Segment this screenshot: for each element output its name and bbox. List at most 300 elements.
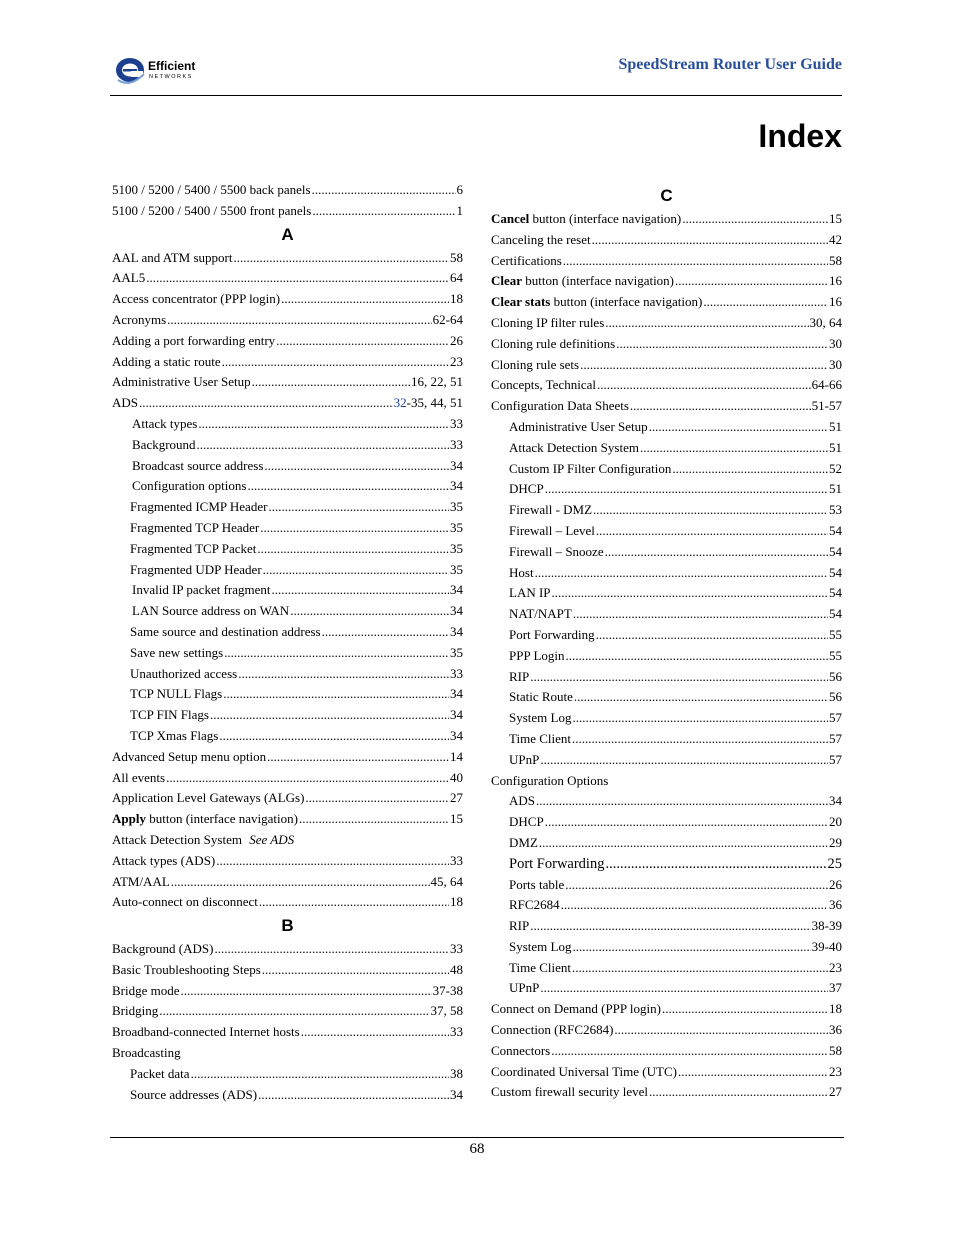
entry-label (112, 201, 311, 222)
entry-label-text: ATM/AAL (112, 873, 170, 889)
entry-label (132, 601, 289, 622)
index-entry (491, 271, 842, 292)
entry-label-text: System Log (509, 710, 572, 726)
entry-label-text: Administrative User Setup (509, 418, 648, 434)
entry-label-text: Attack Detection System (112, 831, 242, 847)
leader-dots (276, 331, 449, 352)
page-reference (450, 788, 463, 809)
leader-dots (312, 180, 456, 201)
leader-dots (146, 268, 449, 289)
entry-label (491, 251, 562, 272)
entry-label-text: Custom IP Filter Configuration (509, 460, 672, 476)
index-entry (491, 771, 842, 792)
page-reference (450, 539, 463, 560)
index-subentry (491, 750, 842, 771)
entry-label-text: Packet data (130, 1065, 190, 1081)
efficient-networks-logo (114, 52, 214, 86)
index-entry (112, 201, 463, 222)
entry-label-text: Fragmented ICMP Header (130, 499, 268, 515)
page-reference (450, 664, 463, 685)
entry-label-text: ADS (509, 793, 536, 809)
page-reference (433, 981, 463, 1002)
page-reference (829, 271, 842, 292)
leader-dots (264, 456, 449, 477)
page-reference (450, 518, 463, 539)
leader-dots (281, 289, 449, 310)
index-subentry (491, 667, 842, 688)
entry-label (491, 230, 591, 251)
entry-label (509, 521, 595, 542)
entry-label-text: AAL and ATM support (112, 249, 233, 265)
page-reference (450, 684, 463, 705)
entry-label-text: Attack Detection System (509, 439, 639, 455)
page-reference (450, 268, 463, 289)
leader-dots (605, 542, 828, 563)
index-entry (112, 393, 463, 414)
leader-dots (299, 809, 449, 830)
page-ref-text: 23 (450, 353, 463, 369)
entry-label (509, 895, 560, 916)
entry-label (112, 331, 275, 352)
index-subentry (112, 705, 463, 726)
index-subentry (491, 583, 842, 604)
logo-text: Efficient (148, 59, 196, 73)
entry-label (491, 396, 629, 417)
page-ref-text: 18 (450, 894, 463, 910)
page-ref-text: 35 (450, 561, 463, 577)
leader-dots (224, 643, 449, 664)
leader-dots (238, 664, 449, 685)
page-reference (829, 750, 842, 771)
entry-label (509, 687, 573, 708)
page-reference (829, 875, 842, 896)
entry-label-text: Configuration options (132, 478, 247, 494)
entry-label (112, 788, 304, 809)
entry-label-text: Attack types (ADS) (112, 852, 216, 868)
page-ref-text: 54 (829, 543, 842, 559)
index-entry (112, 788, 463, 809)
leader-dots (563, 251, 828, 272)
page-ref-text: 37 (829, 980, 842, 996)
see-reference: See ADS (249, 831, 295, 847)
leader-dots (545, 812, 828, 833)
entry-label-text: ADS (112, 395, 139, 411)
page-ref-text: 34 (829, 793, 842, 809)
entry-label-text: button (interface navigation) (550, 294, 703, 310)
index-column-right (491, 183, 842, 1103)
leader-dots (574, 687, 828, 708)
index-subentry (491, 875, 842, 896)
entry-label (509, 833, 538, 854)
index-entry (491, 251, 842, 272)
entry-label-text: button (interface navigation) (145, 811, 298, 827)
entry-label-text: Host (509, 564, 534, 580)
page-ref-text: 58 (829, 1042, 842, 1058)
entry-label-text: Acronyms (112, 311, 167, 327)
leader-dots (167, 310, 431, 331)
entry-label (112, 830, 294, 851)
entry-label (491, 1041, 550, 1062)
page-reference (450, 705, 463, 726)
leader-dots (596, 521, 828, 542)
index-subentry (491, 937, 842, 958)
entry-label-text: RIP (509, 918, 530, 934)
index-subentry (491, 521, 842, 542)
leader-dots (191, 1064, 449, 1085)
page-ref-text: 35 (450, 519, 463, 535)
page-ref-text: 62-64 (432, 311, 463, 327)
entry-label (112, 289, 280, 310)
page-reference (829, 999, 842, 1020)
entry-label-text: 5100 / 5200 / 5400 / 5500 front panels (112, 202, 312, 218)
leader-dots (222, 352, 449, 373)
leader-dots (605, 313, 808, 334)
entry-label (509, 791, 535, 812)
entry-label (491, 334, 615, 355)
page-reference (394, 393, 463, 414)
page-reference (829, 542, 842, 563)
leader-dots (214, 939, 449, 960)
leader-dots (614, 1020, 828, 1041)
leader-dots (268, 497, 449, 518)
leader-dots (234, 248, 450, 269)
entry-label (130, 622, 321, 643)
page-ref-text: 23 (829, 959, 842, 975)
entry-label-text: LAN IP (509, 585, 551, 601)
page-ref-text: 54 (829, 606, 842, 622)
index-entry (112, 851, 463, 872)
page-reference (829, 334, 842, 355)
page-ref-text: 26 (450, 332, 463, 348)
entry-label-text: DHCP (509, 481, 544, 497)
entry-label (509, 459, 671, 480)
page-ref-text: 51 (829, 439, 842, 455)
entry-label-text: TCP NULL Flags (130, 686, 223, 702)
page-ref-text: 51 (829, 481, 842, 497)
leader-dots (262, 960, 449, 981)
leader-dots (675, 271, 828, 292)
leader-dots (682, 209, 828, 230)
entry-label (509, 438, 639, 459)
leader-dots (596, 625, 828, 646)
page-ref-text: 6 (456, 182, 463, 197)
page-reference (450, 352, 463, 373)
page-ref-text: 25 (827, 855, 842, 872)
page-ref-text: 1 (456, 202, 463, 218)
entry-label (509, 583, 551, 604)
page-reference (829, 833, 842, 854)
index-entry (112, 981, 463, 1002)
page-reference (829, 479, 842, 500)
page-ref-text: 29 (829, 834, 842, 850)
page-ref-text: 57 (829, 710, 842, 726)
entry-label-text: Attack types (132, 415, 198, 431)
page-ref-text: 30 (829, 356, 842, 372)
page-reference (450, 622, 463, 643)
entry-label (112, 1022, 300, 1043)
page-ref-text: 37, 58 (430, 1003, 463, 1019)
entry-label-text: TCP FIN Flags (130, 707, 209, 723)
entry-label (112, 1043, 181, 1064)
leader-dots (258, 1085, 449, 1106)
page-reference (829, 209, 842, 230)
index-entry (491, 292, 842, 313)
page-reference (450, 560, 463, 581)
leader-dots (649, 417, 828, 438)
page-reference (829, 521, 842, 542)
entry-label-text: Connectors (491, 1042, 551, 1058)
entry-label (491, 313, 604, 334)
leader-dots (197, 435, 449, 456)
entry-label (509, 916, 529, 937)
entry-label-text: Certifications (491, 252, 562, 268)
page-ref-text: -35, 44, 51 (406, 395, 463, 411)
page-link: 32 (393, 395, 407, 411)
entry-label-text: Cloning rule sets (491, 356, 580, 372)
entry-label-text: TCP Xmas Flags (130, 727, 219, 743)
entry-label-text: NAT/NAPT (509, 606, 572, 622)
index-subentry (112, 539, 463, 560)
entry-label (509, 417, 648, 438)
entry-label (509, 646, 565, 667)
page-reference (829, 895, 842, 916)
entry-label-text: Access concentrator (PPP login) (112, 291, 281, 307)
entry-label-text: UPnP (509, 980, 540, 996)
page-ref-text: 35 (450, 499, 463, 515)
index-subentry (491, 625, 842, 646)
leader-dots (630, 396, 811, 417)
entry-label-text: Configuration Data Sheets (491, 398, 629, 414)
index-entry (112, 830, 463, 851)
page-reference (450, 1022, 463, 1043)
page-reference (829, 604, 842, 625)
entry-label-text: Unauthorized access (130, 665, 238, 681)
page-reference (450, 1085, 463, 1106)
entry-label (132, 580, 271, 601)
index-subentry (112, 684, 463, 705)
leader-dots (301, 1022, 449, 1043)
entry-label-text: All events (112, 769, 166, 785)
leader-dots (267, 747, 449, 768)
entry-label (509, 667, 529, 688)
page-ref-text: 34 (450, 686, 463, 702)
index-subentry (491, 916, 842, 937)
page-ref-text: 51-57 (811, 398, 842, 414)
index-subentry (491, 500, 842, 521)
page-ref-text: 51 (829, 418, 842, 434)
entry-label (112, 892, 258, 913)
entry-label (132, 456, 263, 477)
page-ref-text: 56 (829, 668, 842, 684)
leader-dots (678, 1062, 828, 1083)
page-ref-text: 16, 22, 51 (411, 374, 463, 390)
entry-label (112, 851, 215, 872)
page-reference (812, 937, 842, 958)
page-reference (433, 310, 463, 331)
page-reference (829, 667, 842, 688)
index-entry (112, 809, 463, 830)
page-ref-text: 15 (450, 811, 463, 827)
entry-label-text: Basic Troubleshooting Steps (112, 961, 261, 977)
page-ref-text: 48 (450, 961, 463, 977)
index-entry (491, 999, 842, 1020)
index-subentry (112, 622, 463, 643)
page-ref-text: 57 (829, 751, 842, 767)
page-ref-text: 64 (450, 270, 463, 286)
page-ref-text: 64-66 (811, 377, 842, 393)
entry-label (112, 809, 298, 830)
entry-label-text: 5100 / 5200 / 5400 / 5500 back panels (112, 182, 311, 197)
entry-label (130, 1085, 257, 1106)
leader-dots (545, 479, 828, 500)
page-reference (450, 851, 463, 872)
leader-dots (166, 768, 449, 789)
page-reference (829, 583, 842, 604)
page-reference (450, 248, 463, 269)
page-ref-text: 34 (450, 707, 463, 723)
page-ref-text: 54 (829, 522, 842, 538)
page-ref-text: 30, 64 (809, 314, 842, 330)
page-reference (450, 726, 463, 747)
entry-label-text: Bridge mode (112, 982, 180, 998)
leader-dots (703, 292, 828, 313)
entry-label (509, 875, 564, 896)
page-ref-text: 33 (450, 415, 463, 431)
entry-label-text: Auto-connect on disconnect (112, 894, 258, 910)
index-entry (112, 747, 463, 768)
page-reference (812, 375, 842, 396)
entry-label (130, 539, 256, 560)
page-reference (411, 372, 463, 393)
entry-label-text: System Log (509, 938, 572, 954)
index-entry (491, 396, 842, 417)
index-entry (112, 289, 463, 310)
leader-dots (181, 981, 432, 1002)
entry-label (112, 960, 261, 981)
page-ref-text: 34 (450, 1086, 463, 1102)
leader-dots (263, 560, 449, 581)
index-subentry (112, 1085, 463, 1106)
page-ref-text: 53 (829, 502, 842, 518)
page-ref-text: 38-39 (811, 918, 842, 934)
entry-label (112, 872, 170, 893)
index-entry (491, 230, 842, 251)
page-reference (450, 939, 463, 960)
page-ref-text: 54 (829, 564, 842, 580)
page-reference (450, 414, 463, 435)
page-reference (450, 289, 463, 310)
index-entry (491, 355, 842, 376)
index-subentry (112, 664, 463, 685)
index-subentry (491, 833, 842, 854)
entry-label (130, 1064, 190, 1085)
entry-label-text: Coordinated Universal Time (UTC) (491, 1063, 677, 1079)
entry-label-bold: Cancel (491, 211, 530, 226)
page-ref-text: 34 (450, 623, 463, 639)
entry-label-text: Application Level Gateways (ALGs) (112, 790, 305, 806)
leader-dots (605, 854, 826, 875)
entry-label-text: Firewall – Snooze (509, 543, 604, 559)
index-subentry (491, 812, 842, 833)
index-subentry (112, 497, 463, 518)
entry-label-text: Port Forwarding (509, 855, 605, 872)
index-entry (491, 313, 842, 334)
footer-rule (110, 1137, 844, 1138)
page-ref-text: 37-38 (432, 982, 463, 998)
page-ref-text: 14 (450, 748, 463, 764)
entry-label-text: UPnP (509, 751, 540, 767)
page-reference (829, 1062, 842, 1083)
entry-label-text: Connect on Demand (PPP login) (491, 1001, 661, 1017)
entry-label (509, 500, 592, 521)
page-ref-text: 38 (450, 1065, 463, 1081)
leader-dots (536, 791, 828, 812)
page-reference (829, 625, 842, 646)
page-reference (457, 180, 464, 201)
page-reference (829, 230, 842, 251)
entry-label-text: PPP Login (509, 647, 565, 663)
index-entry (112, 939, 463, 960)
page-reference (829, 438, 842, 459)
index-subentry (491, 479, 842, 500)
page-reference (431, 872, 464, 893)
entry-label-text: Fragmented TCP Packet (130, 540, 257, 556)
page-reference (431, 1001, 464, 1022)
index-entry (112, 248, 463, 269)
entry-label-text: Firewall - DMZ (509, 502, 593, 518)
entry-label-text: Firewall – Level (509, 522, 595, 538)
index-entry (112, 268, 463, 289)
index-subentry (112, 476, 463, 497)
entry-label (509, 750, 539, 771)
page-ref-text: 26 (829, 876, 842, 892)
leader-dots (552, 583, 828, 604)
entry-label-text: Custom firewall security level (491, 1084, 649, 1100)
entry-label-text: Adding a port forwarding entry (112, 332, 276, 348)
index-entry (112, 960, 463, 981)
entry-label-text: RIP (509, 668, 530, 684)
page-number: 68 (469, 1141, 485, 1157)
entry-label (130, 560, 262, 581)
index-entry (112, 372, 463, 393)
entry-label-text: Save new settings (130, 644, 224, 660)
leader-dots (322, 622, 449, 643)
index-subentry (112, 601, 463, 622)
index-subentry (491, 542, 842, 563)
leader-dots (210, 705, 449, 726)
logo-subtext: NETWORKS (149, 74, 193, 80)
page-reference (450, 580, 463, 601)
entry-label (509, 542, 604, 563)
page-ref-text: 33 (450, 852, 463, 868)
entry-label-text: Invalid IP packet fragment (132, 582, 271, 598)
page-ref-text: 34 (450, 478, 463, 494)
index-entry (112, 352, 463, 373)
entry-label (112, 372, 251, 393)
entry-label-text: Fragmented UDP Header (130, 561, 262, 577)
leader-dots (540, 978, 828, 999)
index-entry (112, 310, 463, 331)
index-subentry (112, 643, 463, 664)
page-reference (812, 916, 842, 937)
leader-dots (198, 414, 449, 435)
page-reference (829, 687, 842, 708)
index-subentry (491, 791, 842, 812)
page-ref-text: 15 (829, 211, 842, 226)
page-reference (828, 854, 843, 875)
entry-label-text: RFC2684 (509, 897, 560, 913)
index-subentry (491, 729, 842, 750)
